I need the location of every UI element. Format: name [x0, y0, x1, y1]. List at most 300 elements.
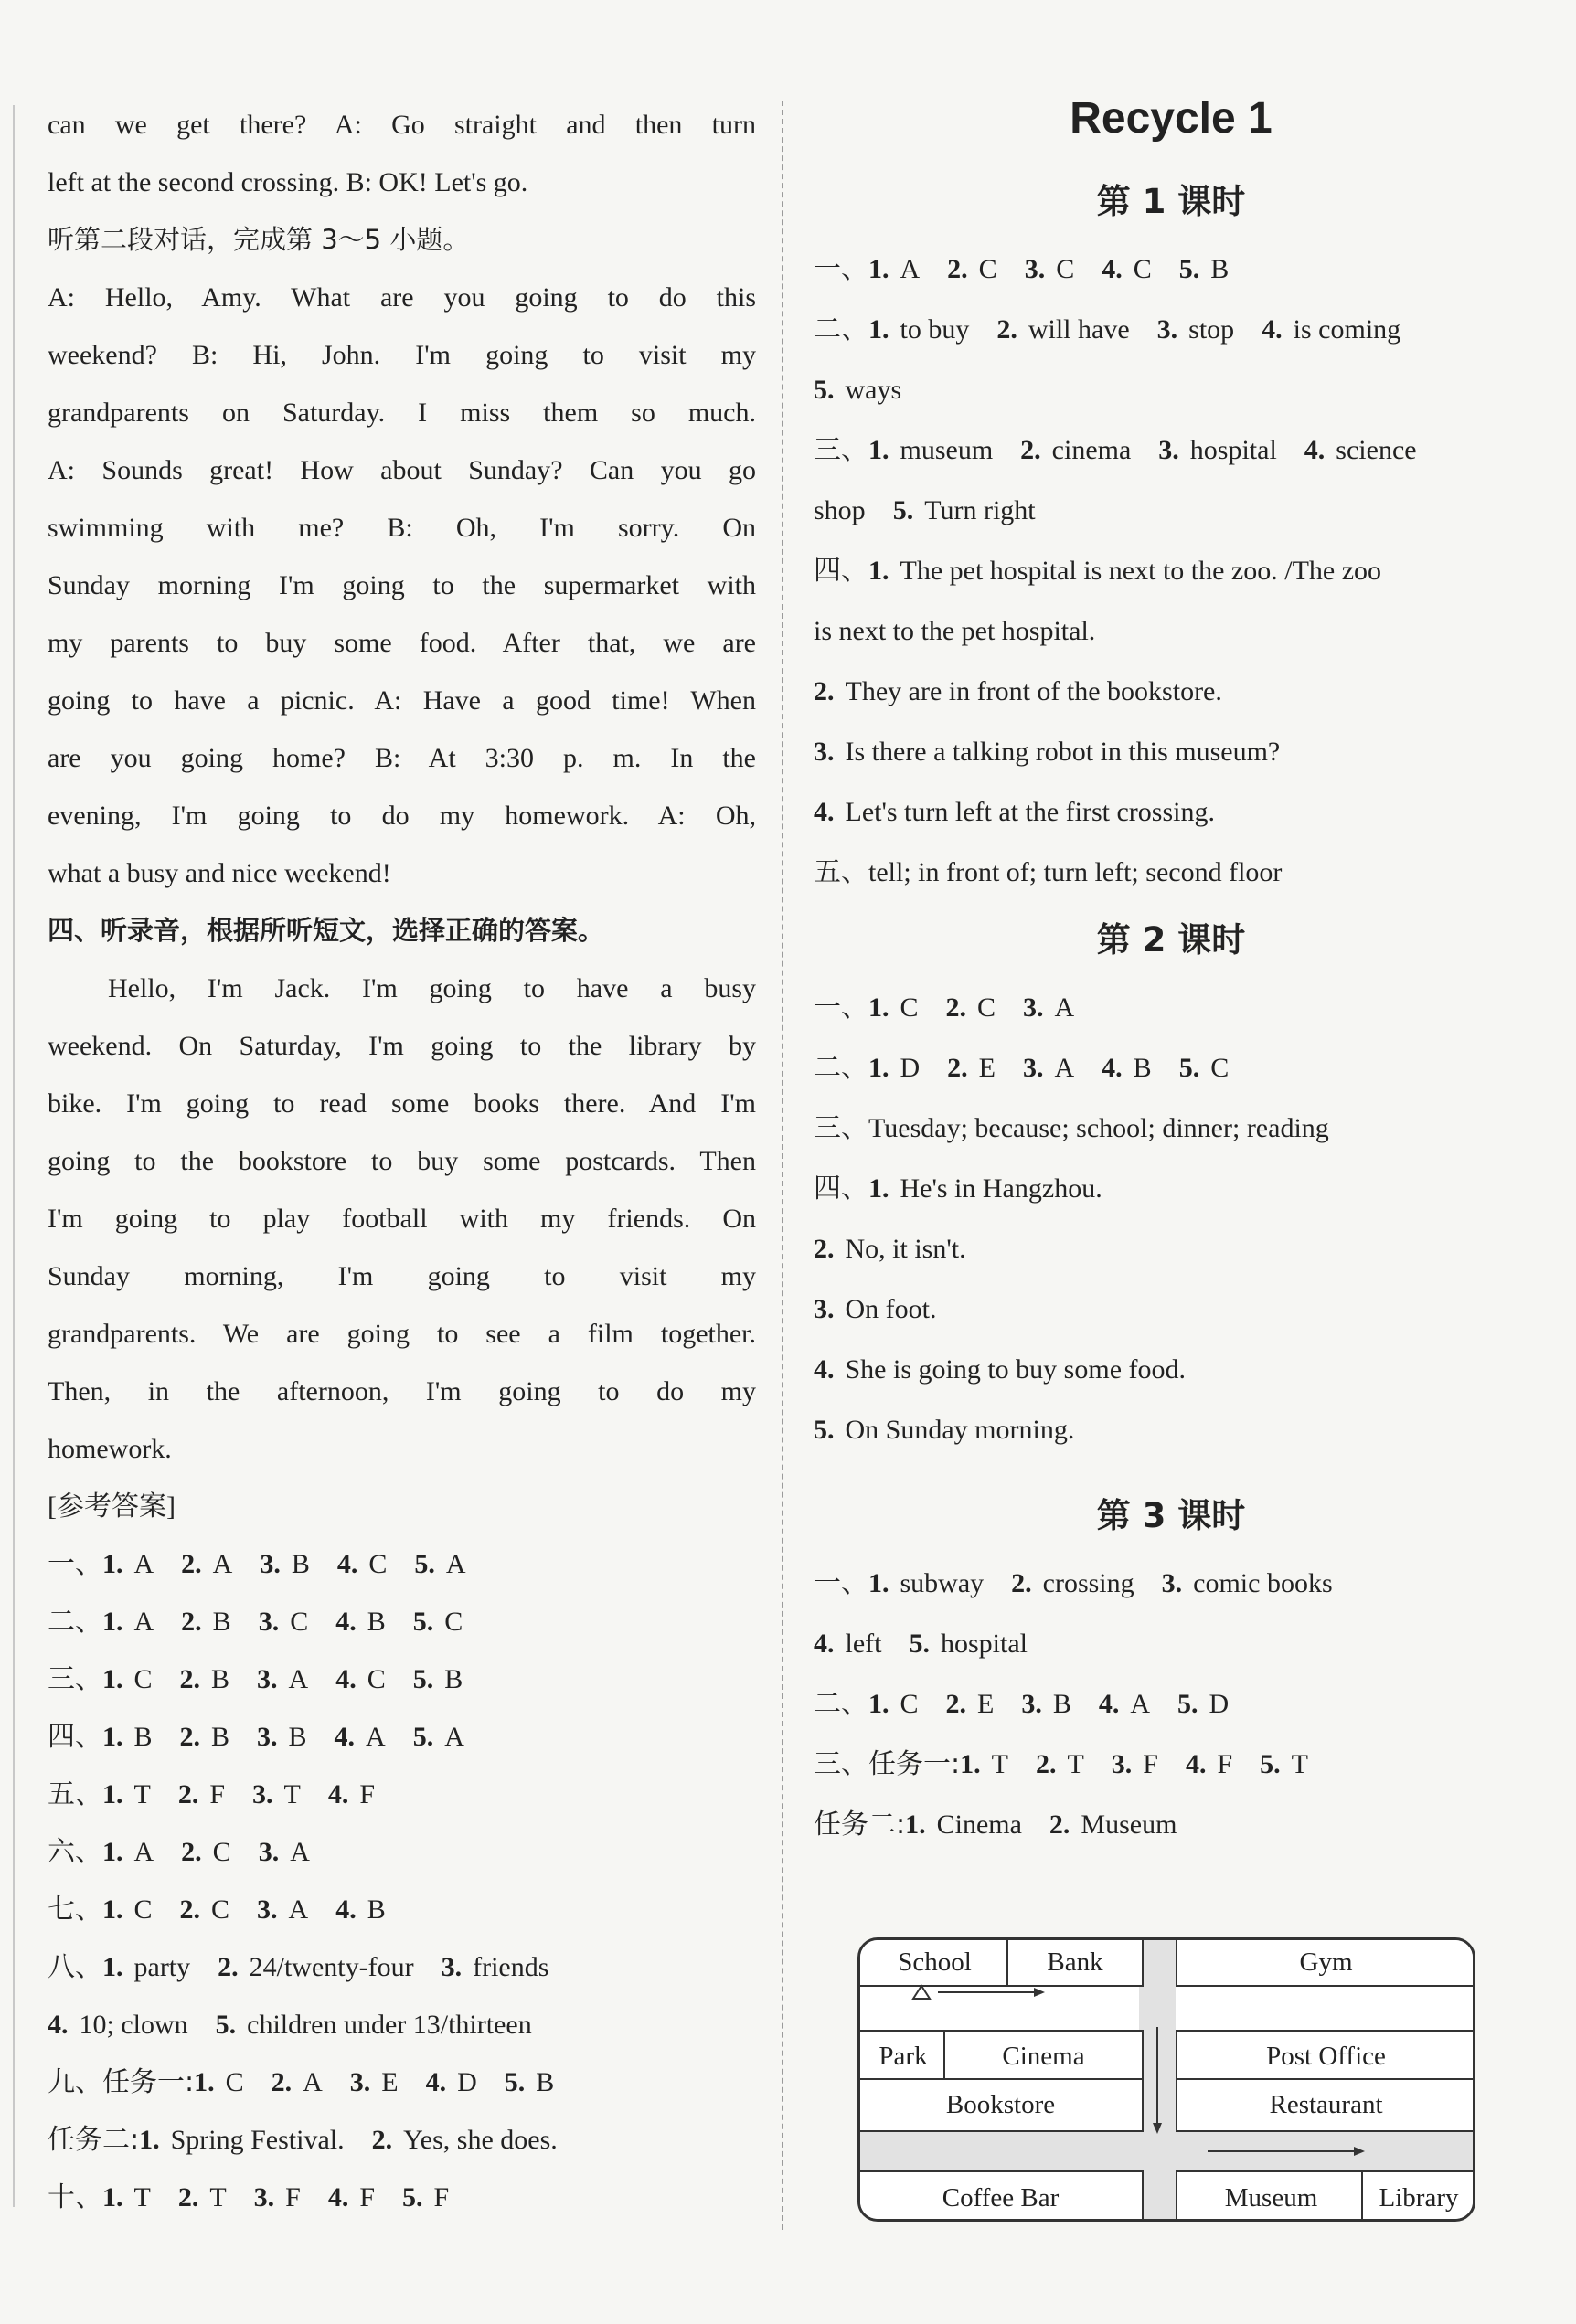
answer-value: T — [133, 1779, 151, 1809]
start-marker-icon — [913, 1986, 930, 1999]
right-column — [814, 96, 1528, 1855]
answer-value: A — [288, 1664, 309, 1694]
answer-value: ways — [845, 375, 902, 405]
answer-number: 3. — [1111, 1749, 1133, 1779]
answer-number: 4. — [1098, 1689, 1120, 1719]
answer-section-label: 任务二: — [48, 2124, 140, 2156]
text-line: Then, in the afternoon, I'm going to do my — [48, 1376, 756, 1406]
answer-number: 1. — [102, 2182, 123, 2213]
answer-value: B — [536, 2067, 555, 2097]
answer-number: 1. — [905, 1809, 926, 1840]
answer-number: 2. — [371, 2125, 393, 2155]
answer-value: will have — [1028, 314, 1130, 345]
answer-section-label: 三、任务一: — [814, 1748, 961, 1780]
lesson-heading: 第 3 课时 — [1096, 1496, 1246, 1535]
answer-value: is next to the pet hospital. — [814, 616, 1096, 646]
answer-number: 3. — [257, 1894, 278, 1925]
answer-value: B — [211, 1664, 230, 1694]
answer-number: 3. — [349, 2067, 371, 2097]
lesson3-answers — [814, 1554, 1528, 1855]
answer-row — [814, 1340, 1528, 1400]
lesson-heading: 第 1 课时 — [1096, 182, 1246, 221]
answer-value: left — [845, 1629, 882, 1659]
answer-row — [814, 481, 1528, 541]
answer-section-label: 五、 — [48, 1778, 102, 1810]
answer-number: 4. — [327, 1779, 349, 1809]
answer-number: 5. — [412, 1664, 434, 1694]
answer-value: No, it isn't. — [845, 1234, 966, 1264]
section-heading: 四、听录音，根据所听短文，选择正确的答案。 — [48, 915, 605, 946]
answer-value: subway — [900, 1568, 985, 1598]
answer-number: 4. — [335, 1894, 357, 1925]
answer-number: 1. — [960, 1749, 981, 1779]
left-column — [48, 96, 756, 2226]
answer-row — [48, 1996, 756, 2053]
answer-value: T — [1291, 1749, 1308, 1779]
answer-number: 3. — [814, 1294, 835, 1324]
map-park: Park — [857, 2030, 949, 2084]
answer-value: A — [1130, 1689, 1151, 1719]
answer-value: The pet hospital is next to the zoo. /The zoo — [900, 556, 1382, 586]
answer-value: A — [900, 254, 921, 284]
answer-number: 4. — [1185, 1749, 1207, 1779]
unit-title: Recycle 1 — [1070, 94, 1273, 143]
answer-number: 4. — [48, 2010, 69, 2040]
map-restaurant: Restaurant — [1176, 2078, 1475, 2132]
answer-number: 4. — [425, 2067, 447, 2097]
answer-value: Is there a talking robot in this museum? — [845, 737, 1281, 767]
answer-value: A — [133, 1837, 154, 1867]
answer-number: 3. — [257, 1722, 278, 1752]
answer-value: C — [444, 1607, 463, 1637]
answer-value: B — [367, 1607, 386, 1637]
answer-value: C — [133, 1894, 153, 1925]
answer-value: Tuesday; because; school; dinner; reading — [868, 1113, 1329, 1143]
arrowhead-icon — [1153, 2123, 1162, 2134]
answer-number: 3. — [1023, 992, 1044, 1023]
street-map — [857, 1937, 1475, 2222]
answer-value: B — [288, 1722, 307, 1752]
text-line: weekend. On Saturday, I'm going to the library by — [48, 1031, 756, 1061]
answer-number: 1. — [139, 2125, 160, 2155]
answer-value: 24/twenty-four — [249, 1952, 414, 1982]
map-library: Library — [1361, 2170, 1475, 2222]
map-bookstore: Bookstore — [857, 2078, 1144, 2132]
answer-number: 4. — [1262, 314, 1283, 345]
text-line: grandparents on Saturday. I miss them so much. — [48, 398, 756, 428]
answer-number: 4. — [1102, 254, 1123, 284]
answer-value: B — [133, 1722, 153, 1752]
answer-number: 2. — [181, 1549, 202, 1579]
answer-number: 2. — [1035, 1749, 1057, 1779]
answer-number: 1. — [102, 1894, 123, 1925]
answer-value: E — [978, 1053, 996, 1083]
text-line: evening, I'm going to do my homework. A: Oh, — [48, 801, 756, 831]
text-line: Hello, I'm Jack. I'm going to have a busy — [108, 973, 756, 1003]
answer-section-label: 任务二: — [814, 1809, 906, 1841]
answer-row — [814, 1279, 1528, 1340]
answer-value: T — [1067, 1749, 1084, 1779]
answer-row — [48, 2111, 756, 2169]
answer-row — [814, 1159, 1528, 1219]
answer-number: 3. — [253, 2182, 275, 2213]
answer-row — [814, 420, 1528, 481]
left-answer-list — [48, 1535, 756, 2226]
answer-number: 2. — [1049, 1809, 1070, 1840]
answer-value: children under 13/thirteen — [247, 2010, 532, 2040]
answer-value: B — [367, 1894, 386, 1925]
answer-value: crossing — [1042, 1568, 1134, 1598]
answer-value: A — [288, 1894, 309, 1925]
answer-number: 2. — [1011, 1568, 1032, 1598]
answer-number: 5. — [1177, 1689, 1198, 1719]
answer-number: 3. — [258, 1837, 280, 1867]
answer-value: C — [1210, 1053, 1230, 1083]
answer-value: D — [457, 2067, 477, 2097]
answer-value: F — [1143, 1749, 1158, 1779]
answer-number: 4. — [334, 1722, 356, 1752]
answer-number: 5. — [414, 1549, 435, 1579]
answer-row — [814, 239, 1528, 300]
answer-row — [814, 1674, 1528, 1735]
answer-section-label: 一、 — [48, 1548, 102, 1580]
text-line: grandparents. We are going to see a film together. — [48, 1319, 756, 1349]
answer-row — [814, 1735, 1528, 1795]
answer-value: B — [1052, 1689, 1071, 1719]
answer-value: F — [1217, 1749, 1233, 1779]
answer-number: 5. — [402, 2182, 423, 2213]
answer-number: 4. — [814, 1354, 835, 1385]
answer-row — [48, 2053, 756, 2111]
answer-section-label: 四、 — [814, 1173, 868, 1204]
map-bank: Bank — [1006, 1937, 1144, 1987]
answer-row — [814, 1038, 1528, 1098]
answer-section-label: 四、 — [48, 1721, 102, 1753]
answer-value: B — [291, 1549, 310, 1579]
answer-number: 1. — [868, 556, 889, 586]
answer-value: Turn right — [924, 495, 1036, 525]
answer-number: 2. — [179, 1664, 201, 1694]
answer-section-label: 九、任务一: — [48, 2066, 195, 2098]
answer-value: F — [209, 1779, 226, 1809]
answer-value: C — [225, 2067, 244, 2097]
answer-number: 2. — [179, 1722, 201, 1752]
answer-number: 3. — [1021, 1689, 1042, 1719]
answer-number: 2. — [271, 2067, 293, 2097]
dialog-line: can we get there? A: Go straight and then turn — [48, 110, 756, 140]
text-line: swimming with me? B: Oh, I'm sorry. On — [48, 513, 756, 543]
answer-value: 10; clown — [79, 2010, 188, 2040]
answer-number: 1. — [102, 1664, 123, 1694]
answer-number: 2. — [814, 676, 835, 706]
answer-value: stop — [1188, 314, 1235, 345]
answer-number: 2. — [177, 1779, 199, 1809]
answer-value: C — [978, 254, 997, 284]
arrowhead-icon — [1354, 2147, 1365, 2156]
answer-number: 2. — [1020, 435, 1041, 465]
answer-row — [814, 300, 1528, 360]
answer-number: 2. — [179, 1894, 201, 1925]
answer-value: comic books — [1193, 1568, 1333, 1598]
answer-number: 4. — [336, 1549, 358, 1579]
answer-number: 1. — [102, 1722, 123, 1752]
text-line: I'm going to play football with my friends. On — [48, 1204, 756, 1234]
answer-value: T — [209, 2182, 227, 2213]
answer-value: C — [900, 1689, 919, 1719]
answer-row — [814, 1219, 1528, 1279]
answer-number: 1. — [868, 1173, 889, 1204]
section-instruction: 听第二段对话，完成第 3～5 小题。 — [48, 224, 470, 255]
answer-number: 1. — [102, 1779, 123, 1809]
map-gym: Gym — [1176, 1937, 1475, 1987]
answer-number: 1. — [194, 2067, 215, 2097]
answer-row — [48, 1535, 756, 1593]
answer-value: Let's turn left at the first crossing. — [845, 797, 1215, 827]
text-line: are you going home? B: At 3:30 p. m. In the — [48, 743, 756, 773]
answer-number: 5. — [1178, 1053, 1200, 1083]
answer-section-label: 七、 — [48, 1894, 102, 1926]
answer-value: shop — [814, 495, 866, 525]
dialog-line: left at the second crossing. B: OK! Let's go. — [48, 167, 528, 197]
answer-row — [48, 1650, 756, 1708]
dialog-two — [48, 269, 756, 902]
answer-number: 3. — [441, 1952, 463, 1982]
answer-value: She is going to buy some food. — [845, 1354, 1186, 1385]
answer-number: 3. — [260, 1549, 281, 1579]
text-line: A: Sounds great! How about Sunday? Can you go — [48, 455, 756, 485]
answer-row — [48, 1938, 756, 1996]
answer-section-label: 三、 — [814, 434, 868, 466]
answer-value: F — [433, 2182, 450, 2213]
answer-number: 5. — [814, 1415, 835, 1445]
answer-number: 2. — [947, 254, 968, 284]
answer-value: B — [1133, 1053, 1152, 1083]
answer-number: 2. — [181, 1837, 202, 1867]
answer-value: friends — [473, 1952, 549, 1982]
text-line: weekend? B: Hi, John. I'm going to visit my — [48, 340, 756, 370]
answer-number: 4. — [335, 1664, 357, 1694]
answer-number: 4. — [814, 797, 835, 827]
text-line: going to have a picnic. A: Have a good time! When — [48, 685, 756, 716]
answer-number: 2. — [947, 1053, 968, 1083]
answer-value: hospital — [940, 1629, 1028, 1659]
answer-number: 2. — [945, 1689, 967, 1719]
text-line: going to the bookstore to buy some postcards. Then — [48, 1146, 756, 1176]
answer-row — [48, 1708, 756, 1766]
answer-value: Yes, she does. — [403, 2125, 558, 2155]
answer-number: 5. — [412, 1607, 434, 1637]
answer-number: 1. — [102, 1837, 123, 1867]
answer-section-label: 一、 — [814, 253, 868, 285]
answer-number: 4. — [1304, 435, 1326, 465]
answer-row — [814, 1795, 1528, 1855]
answer-value: F — [359, 2182, 376, 2213]
answer-value: E — [381, 2067, 399, 2097]
answer-value: On foot. — [845, 1294, 937, 1324]
answer-value: D — [1209, 1689, 1230, 1719]
answer-number: 3. — [1024, 254, 1046, 284]
arrowhead-icon — [1034, 1988, 1045, 1997]
answer-row — [48, 2169, 756, 2226]
answer-row — [48, 1823, 756, 1881]
text-line: what a busy and nice weekend! — [48, 858, 391, 888]
answer-number: 3. — [258, 1607, 280, 1637]
answer-number: 5. — [504, 2067, 526, 2097]
answer-section-label: 四、 — [814, 555, 868, 587]
map-cinema: Cinema — [943, 2030, 1144, 2084]
answer-number: 1. — [102, 1952, 123, 1982]
answer-value: C — [133, 1664, 153, 1694]
answer-value: T — [991, 1749, 1008, 1779]
column-divider — [782, 101, 783, 2230]
answer-number: 3. — [1158, 435, 1179, 465]
answer-section-label: 二、 — [814, 1052, 868, 1084]
lesson2-answers — [814, 978, 1528, 1460]
answer-value: cinema — [1051, 435, 1132, 465]
answer-number: 3. — [252, 1779, 273, 1809]
answer-section-label: 二、 — [48, 1606, 102, 1638]
text-line: my parents to buy some food. After that, we are — [48, 628, 756, 658]
answer-value: museum — [900, 435, 994, 465]
answer-value: C — [1133, 254, 1152, 284]
answer-value: A — [1054, 1053, 1075, 1083]
answer-value: E — [977, 1689, 995, 1719]
answer-value: Spring Festival. — [170, 2125, 345, 2155]
answer-value: T — [283, 1779, 301, 1809]
answer-value: B — [212, 1607, 231, 1637]
answer-row — [48, 1881, 756, 1938]
answer-row — [814, 1098, 1528, 1159]
answer-number: 4. — [1102, 1053, 1123, 1083]
page-edge-line — [13, 105, 15, 2207]
answer-value: tell; in front of; turn left; second floor — [868, 857, 1283, 887]
answer-number: 2. — [996, 314, 1017, 345]
answer-value: A — [133, 1607, 154, 1637]
answer-value: A — [133, 1549, 154, 1579]
answer-value: He's in Hangzhou. — [900, 1173, 1102, 1204]
answer-number: 3. — [1156, 314, 1178, 345]
answer-number: 2. — [177, 2182, 199, 2213]
answer-row — [814, 1614, 1528, 1674]
answer-row — [48, 1766, 756, 1823]
answer-value: B — [1210, 254, 1230, 284]
answer-value: C — [977, 992, 996, 1023]
answer-number: 1. — [868, 435, 889, 465]
map-post-office: Post Office — [1176, 2030, 1475, 2084]
answer-number: 2. — [945, 992, 967, 1023]
answer-value: A — [444, 1722, 464, 1752]
answer-value: A — [445, 1549, 466, 1579]
answer-section-label: 一、 — [814, 992, 868, 1024]
answer-number: 4. — [335, 1607, 357, 1637]
answer-value: party — [133, 1952, 191, 1982]
answer-number: 5. — [909, 1629, 930, 1659]
answer-number: 5. — [1260, 1749, 1281, 1779]
lesson1-answers — [814, 239, 1528, 903]
answer-value: On Sunday morning. — [845, 1415, 1075, 1445]
answer-row — [814, 722, 1528, 782]
answer-value: to buy — [900, 314, 970, 345]
text-line: bike. I'm going to read some books there. And I'm — [48, 1088, 756, 1119]
answer-value: D — [900, 1053, 921, 1083]
answer-number: 1. — [102, 1607, 123, 1637]
answer-number: 5. — [892, 495, 914, 525]
answer-value: science — [1336, 435, 1417, 465]
listening-passage — [48, 960, 756, 1478]
answer-number: 2. — [814, 1234, 835, 1264]
answer-section-label: 十、 — [48, 2181, 102, 2213]
answer-row — [814, 601, 1528, 662]
answer-value: C — [367, 1664, 386, 1694]
answer-number: 1. — [868, 1053, 889, 1083]
answer-value: A — [290, 1837, 310, 1867]
answer-value: B — [444, 1664, 463, 1694]
answer-section-label: 八、 — [48, 1951, 102, 1983]
answer-number: 5. — [412, 1722, 434, 1752]
answer-value: C — [1056, 254, 1075, 284]
answer-value: A — [303, 2067, 323, 2097]
answer-number: 1. — [102, 1549, 123, 1579]
answer-value: C — [211, 1894, 230, 1925]
map-coffee-bar: Coffee Bar — [857, 2170, 1144, 2222]
answer-row — [814, 541, 1528, 601]
text-line: homework. — [48, 1434, 172, 1464]
answer-number: 5. — [1178, 254, 1200, 284]
answer-row — [814, 662, 1528, 722]
text-line: Sunday morning I'm going to the supermarket with — [48, 570, 756, 600]
answer-value: C — [212, 1837, 231, 1867]
answer-section-label: 二、 — [814, 1688, 868, 1720]
answer-section-label: 三、 — [814, 1112, 868, 1144]
answer-number: 2. — [181, 1607, 202, 1637]
answer-section-label: 六、 — [48, 1836, 102, 1868]
answer-number: 3. — [1161, 1568, 1183, 1598]
answer-number: 1. — [868, 1568, 889, 1598]
answer-number: 5. — [814, 375, 835, 405]
answer-row — [814, 1400, 1528, 1460]
answer-number: 1. — [868, 254, 889, 284]
answer-row — [814, 843, 1528, 903]
text-line: A: Hello, Amy. What are you going to do this — [48, 282, 756, 313]
answer-row — [48, 1593, 756, 1650]
answer-row — [814, 1554, 1528, 1614]
map-museum: Museum — [1176, 2170, 1367, 2222]
answer-value: A — [366, 1722, 386, 1752]
answer-value: F — [285, 2182, 301, 2213]
answer-value: T — [133, 2182, 151, 2213]
answer-row — [814, 782, 1528, 843]
answer-value: Museum — [1081, 1809, 1177, 1840]
answer-value: They are in front of the bookstore. — [845, 676, 1222, 706]
answer-section-label: 二、 — [814, 313, 868, 345]
answer-section-label: 五、 — [814, 856, 868, 888]
answer-number: 2. — [218, 1952, 239, 1982]
answer-row — [814, 360, 1528, 420]
answer-value: A — [212, 1549, 233, 1579]
answer-value: is coming — [1293, 314, 1401, 345]
answer-number: 4. — [814, 1629, 835, 1659]
answer-row — [814, 978, 1528, 1038]
answer-value: C — [368, 1549, 388, 1579]
answer-number: 3. — [814, 737, 835, 767]
answer-section-label: 三、 — [48, 1663, 102, 1695]
map-school: School — [857, 1937, 1012, 1987]
answer-value: F — [359, 1779, 376, 1809]
answer-number: 1. — [868, 1689, 889, 1719]
answer-section-label: 一、 — [814, 1567, 868, 1599]
answer-value: hospital — [1189, 435, 1277, 465]
answer-value: A — [1054, 992, 1075, 1023]
